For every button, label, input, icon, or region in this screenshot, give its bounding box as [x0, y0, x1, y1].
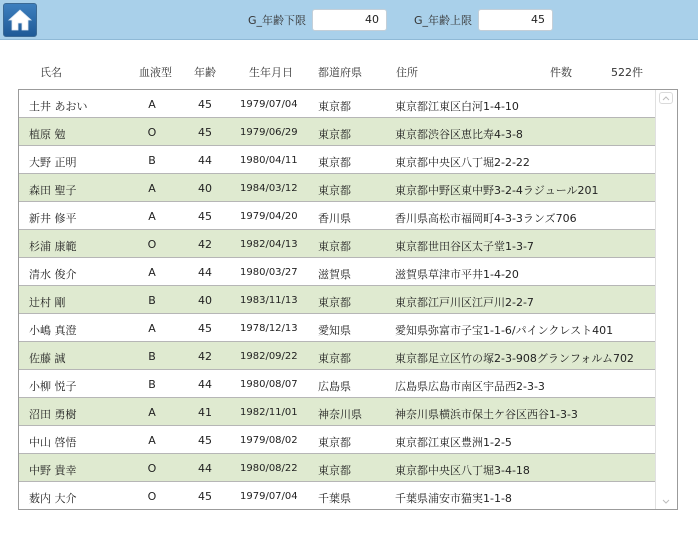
cell-address: 東京都中央区八丁堀2-2-22	[395, 156, 530, 169]
column-header-age: 年齢	[194, 66, 216, 79]
cell-pref: 東京都	[318, 184, 351, 197]
table-row[interactable]	[19, 90, 655, 118]
age-lower-input[interactable]: 40	[312, 9, 387, 31]
age-upper-label: G_年齢上限	[414, 14, 473, 27]
cell-pref: 香川県	[318, 212, 351, 225]
cell-pref: 滋賀県	[318, 268, 351, 281]
top-bar	[0, 0, 698, 40]
cell-birth: 1983/11/13	[240, 295, 298, 306]
cell-pref: 愛知県	[318, 324, 351, 337]
cell-blood: O	[147, 462, 157, 475]
cell-age: 40	[198, 182, 212, 195]
cell-age: 42	[198, 350, 212, 363]
cell-address: 神奈川県横浜市保土ケ谷区西谷1-3-3	[395, 408, 578, 421]
cell-birth: 1982/09/22	[240, 351, 298, 362]
table-row[interactable]	[19, 370, 655, 398]
cell-address: 滋賀県草津市平井1-4-20	[395, 268, 519, 281]
cell-address: 香川県高松市福岡町4-3-3ランズ706	[395, 212, 577, 225]
cell-blood: B	[148, 154, 156, 167]
column-header-address: 住所	[396, 66, 418, 79]
table-row[interactable]	[19, 230, 655, 258]
cell-age: 44	[198, 154, 212, 167]
cell-birth: 1980/04/11	[240, 155, 298, 166]
age-lower-label: G_年齢下限	[248, 14, 307, 27]
cell-blood: A	[148, 210, 156, 223]
table-row[interactable]	[19, 174, 655, 202]
record-count-value: 522件	[611, 66, 643, 79]
cell-blood: A	[148, 322, 156, 335]
cell-pref: 東京都	[318, 464, 351, 477]
cell-age: 45	[198, 322, 212, 335]
cell-address: 東京都渋谷区恵比寿4-3-8	[395, 128, 523, 141]
cell-name: 中野 貴幸	[29, 464, 77, 477]
table-row[interactable]	[19, 258, 655, 286]
table-row[interactable]	[19, 202, 655, 230]
cell-name: 佐藤 誠	[29, 352, 66, 365]
cell-age: 45	[198, 126, 212, 139]
cell-name: 土井 あおい	[29, 100, 88, 113]
cell-blood: A	[148, 434, 156, 447]
cell-birth: 1979/08/02	[240, 435, 298, 446]
column-header-name: 氏名	[40, 66, 62, 79]
home-icon	[7, 8, 33, 32]
column-header-birth: 生年月日	[249, 66, 293, 79]
vertical-scrollbar[interactable]	[655, 90, 677, 509]
table-row[interactable]	[19, 426, 655, 454]
cell-age: 42	[198, 238, 212, 251]
table-row[interactable]	[19, 146, 655, 174]
table-row[interactable]	[19, 342, 655, 370]
cell-birth: 1979/06/29	[240, 127, 298, 138]
cell-age: 45	[198, 490, 212, 503]
cell-pref: 東京都	[318, 240, 351, 253]
cell-name: 薮内 大介	[29, 492, 77, 505]
cell-blood: B	[148, 378, 156, 391]
cell-age: 45	[198, 98, 212, 111]
cell-birth: 1982/11/01	[240, 407, 298, 418]
table-row[interactable]	[19, 454, 655, 482]
cell-pref: 神奈川県	[318, 408, 362, 421]
cell-address: 東京都中野区東中野3-2-4ラジュール201	[395, 184, 599, 197]
cell-age: 44	[198, 378, 212, 391]
table-row[interactable]	[19, 286, 655, 314]
cell-blood: O	[147, 490, 157, 503]
table-row[interactable]	[19, 482, 655, 510]
cell-pref: 東京都	[318, 436, 351, 449]
cell-name: 中山 啓悟	[29, 436, 77, 449]
cell-age: 40	[198, 294, 212, 307]
cell-address: 東京都足立区竹の塚2-3-908グランフォルム702	[395, 352, 634, 365]
cell-birth: 1982/04/13	[240, 239, 298, 250]
records-table	[18, 89, 678, 510]
cell-blood: A	[148, 406, 156, 419]
record-count-label: 件数	[550, 66, 572, 79]
cell-birth: 1979/07/04	[240, 491, 298, 502]
cell-pref: 東京都	[318, 296, 351, 309]
cell-address: 千葉県浦安市猫実1-1-8	[395, 492, 512, 505]
cell-name: 清水 俊介	[29, 268, 77, 281]
cell-address: 東京都江東区豊洲1-2-5	[395, 436, 512, 449]
cell-name: 沼田 勇樹	[29, 408, 77, 421]
cell-name: 辻村 剛	[29, 296, 66, 309]
cell-birth: 1978/12/13	[240, 323, 298, 334]
cell-address: 東京都中央区八丁堀3-4-18	[395, 464, 530, 477]
cell-name: 杉浦 康範	[29, 240, 77, 253]
cell-pref: 東京都	[318, 100, 351, 113]
cell-name: 植原 勉	[29, 128, 66, 141]
cell-address: 愛知県弥富市子宝1-1-6/パインクレスト401	[395, 324, 614, 337]
cell-blood: B	[148, 350, 156, 363]
scroll-up-button[interactable]	[659, 92, 673, 104]
cell-pref: 東京都	[318, 352, 351, 365]
cell-birth: 1984/03/12	[240, 183, 298, 194]
cell-birth: 1980/08/07	[240, 379, 298, 390]
cell-name: 大野 正明	[29, 156, 77, 169]
cell-age: 41	[198, 406, 212, 419]
cell-address: 東京都江東区白河1-4-10	[395, 100, 519, 113]
table-header	[0, 62, 698, 80]
age-upper-input[interactable]: 45	[478, 9, 553, 31]
cell-blood: O	[147, 238, 157, 251]
cell-blood: A	[148, 182, 156, 195]
cell-birth: 1979/04/20	[240, 211, 298, 222]
chevron-up-icon	[662, 96, 670, 101]
cell-name: 森田 聖子	[29, 184, 77, 197]
cell-pref: 東京都	[318, 156, 351, 169]
column-header-blood: 血液型	[139, 66, 172, 79]
cell-pref: 広島県	[318, 380, 351, 393]
cell-blood: B	[148, 294, 156, 307]
cell-blood: O	[147, 126, 157, 139]
cell-blood: A	[148, 266, 156, 279]
cell-age: 44	[198, 462, 212, 475]
cell-birth: 1980/03/27	[240, 267, 298, 278]
cell-birth: 1980/08/22	[240, 463, 298, 474]
table-row[interactable]	[19, 118, 655, 146]
cell-name: 小嶋 真澄	[29, 324, 77, 337]
cell-age: 45	[198, 434, 212, 447]
cell-blood: A	[148, 98, 156, 111]
chevron-down-icon	[662, 499, 670, 504]
cell-age: 45	[198, 210, 212, 223]
cell-pref: 東京都	[318, 128, 351, 141]
cell-address: 東京都世田谷区太子堂1-3-7	[395, 240, 534, 253]
cell-address: 東京都江戸川区江戸川2-2-7	[395, 296, 534, 309]
cell-pref: 千葉県	[318, 492, 351, 505]
table-row[interactable]	[19, 398, 655, 426]
cell-name: 新井 修平	[29, 212, 77, 225]
column-header-pref: 都道府県	[318, 66, 362, 79]
scroll-down-button[interactable]	[659, 495, 673, 507]
table-row[interactable]	[19, 314, 655, 342]
cell-age: 44	[198, 266, 212, 279]
cell-name: 小柳 悦子	[29, 380, 77, 393]
cell-birth: 1979/07/04	[240, 99, 298, 110]
cell-address: 広島県広島市南区宇品西2-3-3	[395, 380, 545, 393]
home-button[interactable]	[3, 3, 37, 37]
